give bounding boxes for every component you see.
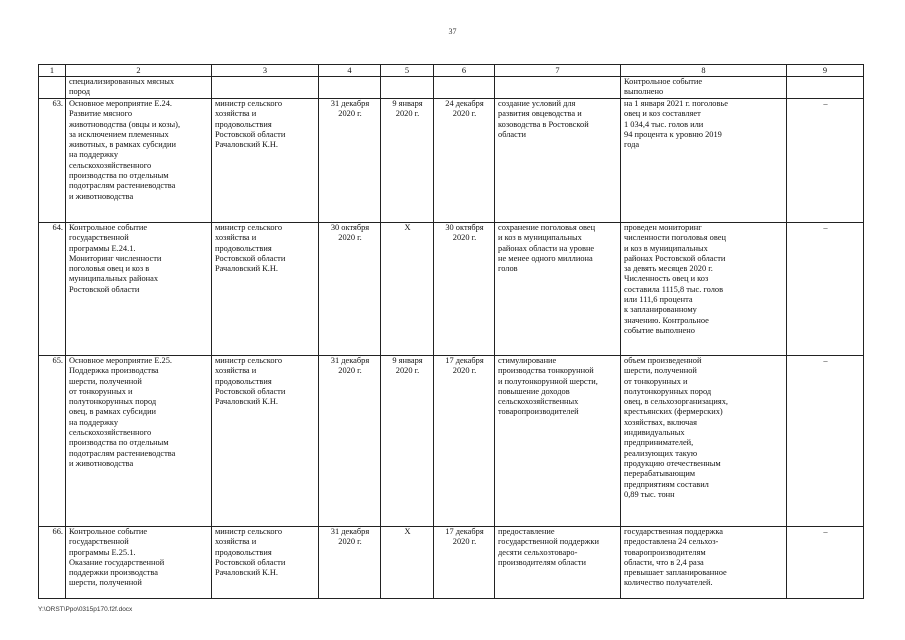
column-header: 5 — [381, 65, 434, 77]
end-date-cell: 17 декабря 2020 г. — [434, 527, 495, 599]
end-date-cell: 30 октября 2020 г. — [434, 223, 495, 356]
responsible-cell: министр сельского хозяйства и продовольствия Ростовской области Рачаловский К.Н. — [212, 99, 319, 223]
event-cell: Контрольное событие государственной программы Е.25.1. Оказание государственной поддержки производства шерсти, полученной — [66, 527, 212, 599]
report-table — [38, 64, 864, 599]
actual-result-cell: государственная поддержка предоставлена 24 сельхоз- товаропроизводителям области, что в 2,4 раза превышает запланированное количество получателей. — [621, 527, 787, 599]
column-header: 8 — [621, 65, 787, 77]
table-row — [39, 223, 864, 356]
end-date-cell: 17 декабря 2020 г. — [434, 356, 495, 527]
event-cell: Основное мероприятие Е.25. Поддержка производства шерсти, полученной от тонкорунных и полутонкорунных пород овец, в рамках субсидии на поддержку сельскохозяйственного производства по отдельным подотраслям растениеводства и животноводства — [66, 356, 212, 527]
header-row — [39, 65, 864, 77]
page-number: 37 — [448, 27, 457, 36]
result-cell: стимулирование производства тонкорунной и полутонкорунной шерсти, повышение доходов сельскохозяйственных товаропроизводителей — [495, 356, 621, 527]
column-header: 9 — [787, 65, 864, 77]
start-date-cell: 9 января 2020 г. — [381, 99, 434, 223]
row-number — [39, 77, 66, 99]
actual-result-cell: на 1 января 2021 г. поголовье овец и коз составляет 1 034,4 тыс. голов или 94 процента к уровню 2019 года — [621, 99, 787, 223]
start-date-cell — [381, 77, 434, 99]
event-cell: Контрольное событие государственной программы Е.24.1. Мониторинг численности поголовья овец и коз в муниципальных районах Ростовской области — [66, 223, 212, 356]
plan-date-cell: 30 октября 2020 г. — [319, 223, 381, 356]
note-cell: – — [787, 356, 864, 527]
column-header: 2 — [66, 65, 212, 77]
column-header: 1 — [39, 65, 66, 77]
plan-date-cell: 31 декабря 2020 г. — [319, 99, 381, 223]
row-number: 63. — [39, 99, 66, 223]
responsible-cell: министр сельского хозяйства и продовольствия Ростовской области Рачаловский К.Н. — [212, 223, 319, 356]
note-cell: – — [787, 527, 864, 599]
note-cell — [787, 77, 864, 99]
result-cell: создание условий для развития овцеводства и козоводства в Ростовской области — [495, 99, 621, 223]
file-path-footer: Y:\ORST\Ppo\0315p170.f2f.docx — [38, 606, 133, 613]
row-number: 64. — [39, 223, 66, 356]
plan-date-cell: 31 декабря 2020 г. — [319, 527, 381, 599]
column-header: 3 — [212, 65, 319, 77]
start-date-cell: 9 января 2020 г. — [381, 356, 434, 527]
responsible-cell — [212, 77, 319, 99]
row-number: 66. — [39, 527, 66, 599]
event-cell: Основное мероприятие Е.24. Развитие мясного животноводства (овцы и козы), за исключением племенных животных, в рамках субсидии на поддержку сельскохозяйственного производства по отдельным подотраслям растениеводства и животноводства — [66, 99, 212, 223]
start-date-cell: Х — [381, 527, 434, 599]
end-date-cell: 24 декабря 2020 г. — [434, 99, 495, 223]
result-cell: предоставление государственной поддержки десяти сельхозтоваро- производителям области — [495, 527, 621, 599]
responsible-cell: министр сельского хозяйства и продовольствия Ростовской области Рачаловский К.Н. — [212, 527, 319, 599]
table-row — [39, 356, 864, 527]
result-cell: сохранение поголовья овец и коз в муниципальных районах области на уровне не менее одного миллиона голов — [495, 223, 621, 356]
table-row — [39, 99, 864, 223]
column-header: 4 — [319, 65, 381, 77]
result-cell — [495, 77, 621, 99]
actual-result-cell: объем произведенной шерсти, полученной от тонкорунных и полутонкорунных пород овец, в сельхозорганизациях, крестьянских (фермерских) хозяйствах, включая индивидуальных предпринимателей, реализующих такую продукцию отечественным перерабатывающим предприятиям составил 0,89 тыс. тонн — [621, 356, 787, 527]
note-cell: – — [787, 223, 864, 356]
note-cell: – — [787, 99, 864, 223]
responsible-cell: министр сельского хозяйства и продовольствия Ростовской области Рачаловский К.Н. — [212, 356, 319, 527]
row-number: 65. — [39, 356, 66, 527]
plan-date-cell — [319, 77, 381, 99]
event-cell: специализированных мясных пород — [66, 77, 212, 99]
column-header: 7 — [495, 65, 621, 77]
table-row — [39, 527, 864, 599]
column-header: 6 — [434, 65, 495, 77]
end-date-cell — [434, 77, 495, 99]
continuation-row — [39, 77, 864, 99]
start-date-cell: Х — [381, 223, 434, 356]
actual-result-cell: проведен мониторинг численности поголовья овец и коз в муниципальных районах Ростовской области за девять месяцев 2020 г. Численность овец и коз составила 1115,8 тыс. голов или 111,6 процента к запланированному значению. Контрольное событие выполнено — [621, 223, 787, 356]
actual-result-cell: Контрольное событие выполнено — [621, 77, 787, 99]
plan-date-cell: 31 декабря 2020 г. — [319, 356, 381, 527]
